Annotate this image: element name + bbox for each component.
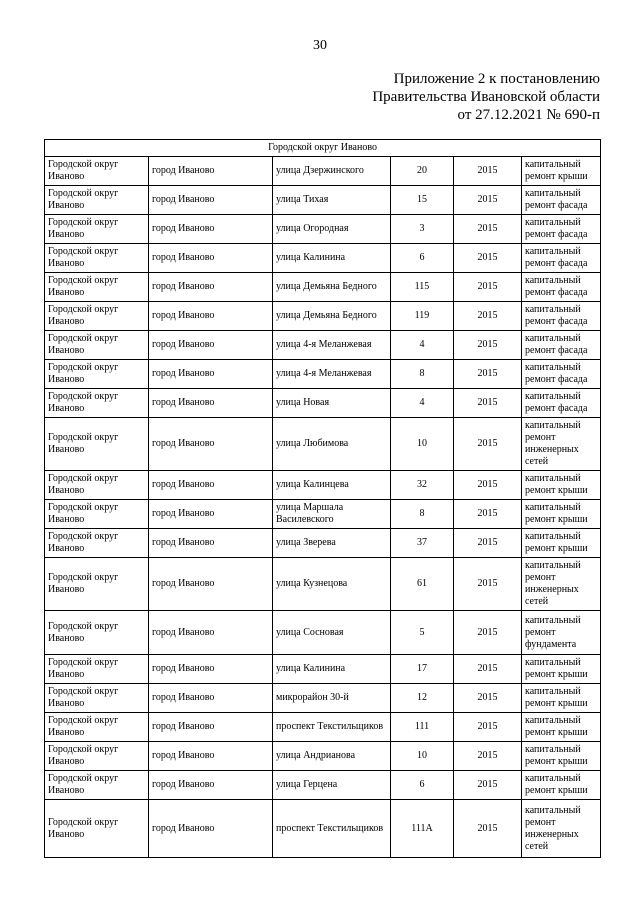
table-row [45, 215, 601, 244]
house-number-cell: 17 [391, 655, 454, 684]
table-row [45, 360, 601, 389]
area-cell: Городской округ Иваново [45, 800, 149, 858]
year-cell: 2015 [454, 500, 522, 529]
street-cell: микрорайон 30-й [273, 684, 391, 713]
city-cell: город Иваново [149, 558, 273, 611]
house-number-cell: 115 [391, 273, 454, 302]
work-type-cell: капитальный ремонт фасада [522, 273, 601, 302]
house-number-cell: 15 [391, 186, 454, 215]
street-cell: улица Калинцева [273, 471, 391, 500]
street-cell: улица Калинина [273, 655, 391, 684]
year-cell: 2015 [454, 331, 522, 360]
street-cell: улица Демьяна Бедного [273, 273, 391, 302]
area-cell: Городской округ Иваново [45, 558, 149, 611]
house-number-cell: 5 [391, 611, 454, 655]
table-row [45, 273, 601, 302]
house-number-cell: 6 [391, 771, 454, 800]
header-line-3: от 27.12.2021 № 690-п [457, 107, 600, 123]
area-cell: Городской округ Иваново [45, 331, 149, 360]
area-cell: Городской округ Иваново [45, 244, 149, 273]
street-cell: улица 4-я Меланжевая [273, 331, 391, 360]
year-cell: 2015 [454, 244, 522, 273]
area-cell: Городской округ Иваново [45, 655, 149, 684]
district-title-row [45, 140, 601, 157]
house-number-cell: 8 [391, 500, 454, 529]
year-cell: 2015 [454, 157, 522, 186]
year-cell: 2015 [454, 389, 522, 418]
work-type-cell: капитальный ремонт фасада [522, 331, 601, 360]
work-type-cell: капитальный ремонт фасада [522, 215, 601, 244]
city-cell: город Иваново [149, 611, 273, 655]
year-cell: 2015 [454, 302, 522, 331]
header-line-2: Правительства Ивановской области [372, 89, 600, 105]
year-cell: 2015 [454, 360, 522, 389]
house-number-cell: 12 [391, 684, 454, 713]
city-cell: город Иваново [149, 331, 273, 360]
year-cell: 2015 [454, 800, 522, 858]
city-cell: город Иваново [149, 418, 273, 471]
street-cell: улица Сосновая [273, 611, 391, 655]
table-row [45, 800, 601, 858]
street-cell: улица Андрианова [273, 742, 391, 771]
street-cell: улица Калинина [273, 244, 391, 273]
house-number-cell: 61 [391, 558, 454, 611]
work-type-cell: капитальный ремонт крыши [522, 684, 601, 713]
area-cell: Городской округ Иваново [45, 273, 149, 302]
table-row [45, 157, 601, 186]
work-type-cell: капитальный ремонт крыши [522, 157, 601, 186]
table-row [45, 558, 601, 611]
area-cell: Городской округ Иваново [45, 771, 149, 800]
work-type-cell: капитальный ремонт крыши [522, 742, 601, 771]
table-row [45, 529, 601, 558]
street-cell: улица Маршала Василевского [273, 500, 391, 529]
table-row [45, 500, 601, 529]
city-cell: город Иваново [149, 800, 273, 858]
city-cell: город Иваново [149, 713, 273, 742]
year-cell: 2015 [454, 529, 522, 558]
house-number-cell: 119 [391, 302, 454, 331]
street-cell: улица 4-я Меланжевая [273, 360, 391, 389]
header-line-1: Приложение 2 к постановлению [393, 71, 600, 87]
district-title: Городской округ Иваново [45, 140, 601, 157]
work-type-cell: капитальный ремонт инженерных сетей [522, 800, 601, 858]
table-row [45, 302, 601, 331]
work-type-cell: капитальный ремонт крыши [522, 471, 601, 500]
street-cell: улица Огородная [273, 215, 391, 244]
city-cell: город Иваново [149, 244, 273, 273]
table-body [45, 140, 601, 858]
work-type-cell: капитальный ремонт инженерных сетей [522, 558, 601, 611]
table-row [45, 684, 601, 713]
house-number-cell: 37 [391, 529, 454, 558]
table-row [45, 771, 601, 800]
work-type-cell: капитальный ремонт фундамента [522, 611, 601, 655]
city-cell: город Иваново [149, 273, 273, 302]
street-cell: улица Новая [273, 389, 391, 418]
city-cell: город Иваново [149, 471, 273, 500]
city-cell: город Иваново [149, 389, 273, 418]
city-cell: город Иваново [149, 684, 273, 713]
area-cell: Городской округ Иваново [45, 684, 149, 713]
area-cell: Городской округ Иваново [45, 389, 149, 418]
year-cell: 2015 [454, 186, 522, 215]
year-cell: 2015 [454, 655, 522, 684]
area-cell: Городской округ Иваново [45, 742, 149, 771]
work-type-cell: капитальный ремонт крыши [522, 771, 601, 800]
year-cell: 2015 [454, 611, 522, 655]
year-cell: 2015 [454, 771, 522, 800]
street-cell: улица Любимова [273, 418, 391, 471]
city-cell: город Иваново [149, 500, 273, 529]
table-row [45, 186, 601, 215]
area-cell: Городской округ Иваново [45, 360, 149, 389]
area-cell: Городской округ Иваново [45, 713, 149, 742]
document-header [372, 70, 600, 124]
table-row [45, 244, 601, 273]
table-row [45, 713, 601, 742]
housing-repair-table [44, 139, 601, 858]
table-row [45, 742, 601, 771]
table-row [45, 331, 601, 360]
house-number-cell: 32 [391, 471, 454, 500]
city-cell: город Иваново [149, 302, 273, 331]
work-type-cell: капитальный ремонт фасада [522, 244, 601, 273]
year-cell: 2015 [454, 742, 522, 771]
street-cell: улица Кузнецова [273, 558, 391, 611]
year-cell: 2015 [454, 684, 522, 713]
year-cell: 2015 [454, 713, 522, 742]
year-cell: 2015 [454, 471, 522, 500]
work-type-cell: капитальный ремонт крыши [522, 655, 601, 684]
house-number-cell: 4 [391, 389, 454, 418]
area-cell: Городской округ Иваново [45, 471, 149, 500]
table-row [45, 389, 601, 418]
city-cell: город Иваново [149, 360, 273, 389]
house-number-cell: 10 [391, 418, 454, 471]
house-number-cell: 4 [391, 331, 454, 360]
year-cell: 2015 [454, 418, 522, 471]
house-number-cell: 6 [391, 244, 454, 273]
page-number: 30 [313, 38, 327, 53]
table-row [45, 655, 601, 684]
street-cell: улица Дзержинского [273, 157, 391, 186]
area-cell: Городской округ Иваново [45, 611, 149, 655]
area-cell: Городской округ Иваново [45, 215, 149, 244]
area-cell: Городской округ Иваново [45, 302, 149, 331]
area-cell: Городской округ Иваново [45, 529, 149, 558]
work-type-cell: капитальный ремонт фасада [522, 360, 601, 389]
area-cell: Городской округ Иваново [45, 500, 149, 529]
city-cell: город Иваново [149, 186, 273, 215]
street-cell: улица Тихая [273, 186, 391, 215]
area-cell: Городской округ Иваново [45, 157, 149, 186]
city-cell: город Иваново [149, 215, 273, 244]
area-cell: Городской округ Иваново [45, 418, 149, 471]
year-cell: 2015 [454, 215, 522, 244]
work-type-cell: капитальный ремонт крыши [522, 529, 601, 558]
year-cell: 2015 [454, 273, 522, 302]
house-number-cell: 20 [391, 157, 454, 186]
house-number-cell: 111А [391, 800, 454, 858]
city-cell: город Иваново [149, 157, 273, 186]
house-number-cell: 8 [391, 360, 454, 389]
street-cell: проспект Текстильщиков [273, 713, 391, 742]
work-type-cell: капитальный ремонт фасада [522, 186, 601, 215]
street-cell: улица Герцена [273, 771, 391, 800]
city-cell: город Иваново [149, 742, 273, 771]
area-cell: Городской округ Иваново [45, 186, 149, 215]
city-cell: город Иваново [149, 529, 273, 558]
work-type-cell: капитальный ремонт крыши [522, 713, 601, 742]
house-number-cell: 3 [391, 215, 454, 244]
year-cell: 2015 [454, 558, 522, 611]
work-type-cell: капитальный ремонт инженерных сетей [522, 418, 601, 471]
table-row [45, 418, 601, 471]
street-cell: улица Зверева [273, 529, 391, 558]
city-cell: город Иваново [149, 655, 273, 684]
house-number-cell: 111 [391, 713, 454, 742]
table-row [45, 611, 601, 655]
work-type-cell: капитальный ремонт крыши [522, 500, 601, 529]
work-type-cell: капитальный ремонт фасада [522, 302, 601, 331]
street-cell: улица Демьяна Бедного [273, 302, 391, 331]
house-number-cell: 10 [391, 742, 454, 771]
work-type-cell: капитальный ремонт фасада [522, 389, 601, 418]
street-cell: проспект Текстильщиков [273, 800, 391, 858]
table-row [45, 471, 601, 500]
city-cell: город Иваново [149, 771, 273, 800]
